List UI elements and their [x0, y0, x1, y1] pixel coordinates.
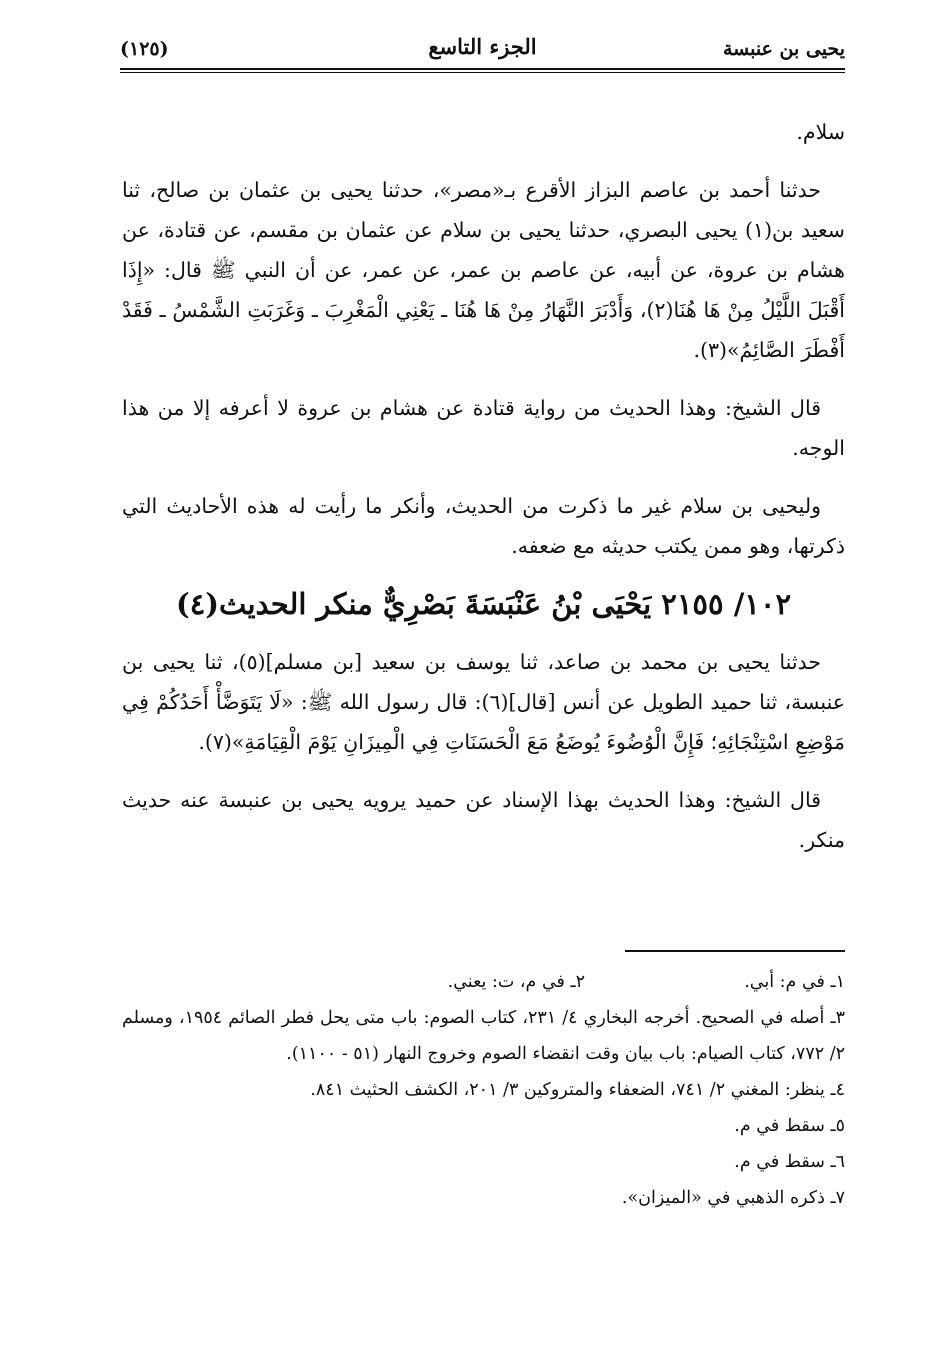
paragraph-hadith-2: حدثنا يحيى بن محمد بن صاعد، ثنا يوسف بن سعيد [بن مسلم](٥)، ثنا يحيى بن عنبسة، ثنا حميد الطويل عن أنس [قال](٦): قال رسول الله ﷺ: «لَا يَتَوَضَّأْ أَحَدُكُمْ فِي مَوْضِعِ اسْتِنْجَائِهِ؛ فَإِنَّ الْوُضُوءَ يُوضَعُ مَعَ الْحَسَنَاتِ فِي الْمِيزَانِ يَوْمَ الْقِيَامَةِ»(٧).: [122, 650, 845, 754]
entry-heading: ١٠٢/ ٢١٥٥ يَحْيَى بْنُ عَنْبَسَةَ بَصْرِيٌّ منكر الحديث(٤): [175, 587, 792, 621]
page-number: (١٢٥): [120, 38, 169, 60]
page-header: [120, 30, 845, 70]
paragraph-hadith-1: حدثنا أحمد بن عاصم البزاز الأقرع بـ«مصر»، حدثنا يحيى بن عثمان بن صالح، ثنا سعيد بن(١) يحيى البصري، حدثنا يحيى بن سلام عن عثمان بن مقسم، عن قتادة، عن هشام بن عروة، عن أبيه، عن عاصم بن عمر، عن عمر، عن أن النبي ﷺ قال: «إِذَا أَقْبَلَ اللَّيْلُ مِنْ هَا هُنَا(٢)، وَأَدْبَرَ النَّهَارُ مِنْ هَا هُنَا ـ يَعْنِي الْمَغْرِبَ ـ وَغَرَبَتِ الشَّمْسُ ـ فَقَدْ أَفْطَرَ الصَّائِمُ»(٣).: [122, 178, 845, 362]
paragraph-shaykh-comment-2: قال الشيخ: وهذا الحديث بهذا الإسناد عن حميد يرويه يحيى بن عنبسة عنه حديث منكر.: [122, 788, 845, 852]
footnote-2: ٢ـ في م، ت: يعني.: [447, 972, 585, 992]
main-text: [122, 112, 845, 878]
footnote-4: ٤ـ ينظر: المغني ٢/ ٧٤١، الضعفاء والمتروكين ٣/ ٢٠١، الكشف الحثيث ٨٤١.: [310, 1080, 845, 1100]
footnote-rule: [625, 950, 845, 952]
volume-title: الجزء التاسع: [428, 34, 537, 59]
paragraph-note: وليحيى بن سلام غير ما ذكرت من الحديث، وأنكر ما رأيت له هذه الأحاديث التي ذكرتها، وهو ممن يكتب حديثه مع ضعفه.: [122, 494, 845, 558]
footnotes: [122, 964, 845, 1216]
header-rule-thin: [120, 72, 845, 73]
footnote-5: ٥ـ سقط في م.: [734, 1116, 845, 1136]
footnote-3: ٣ـ أصله في الصحيح. أخرجه البخاري ٤/ ٢٣١، كتاب الصوم: باب متى يحل فطر الصائم ١٩٥٤، ومسلم ٢/ ٧٧٢، كتاب الصيام: باب بيان وقت انقضاء الصوم وخروج النهار (٥١ - ١١٠٠).: [122, 1008, 845, 1064]
footnote-row: [122, 964, 845, 1000]
header-rule: [120, 68, 845, 70]
running-title: يحيى بن عنبسة: [722, 38, 845, 60]
paragraph-continuation: سلام.: [796, 120, 845, 144]
footnote-6: ٦ـ سقط في م.: [734, 1152, 845, 1172]
footnote-7: ٧ـ ذكره الذهبي في «الميزان».: [621, 1188, 845, 1208]
paragraph-shaykh-comment-1: قال الشيخ: وهذا الحديث من رواية قتادة عن هشام بن عروة لا أعرفه إلا من هذا الوجه.: [122, 396, 845, 460]
footnote-1: ١ـ في م: أبي.: [744, 972, 845, 992]
